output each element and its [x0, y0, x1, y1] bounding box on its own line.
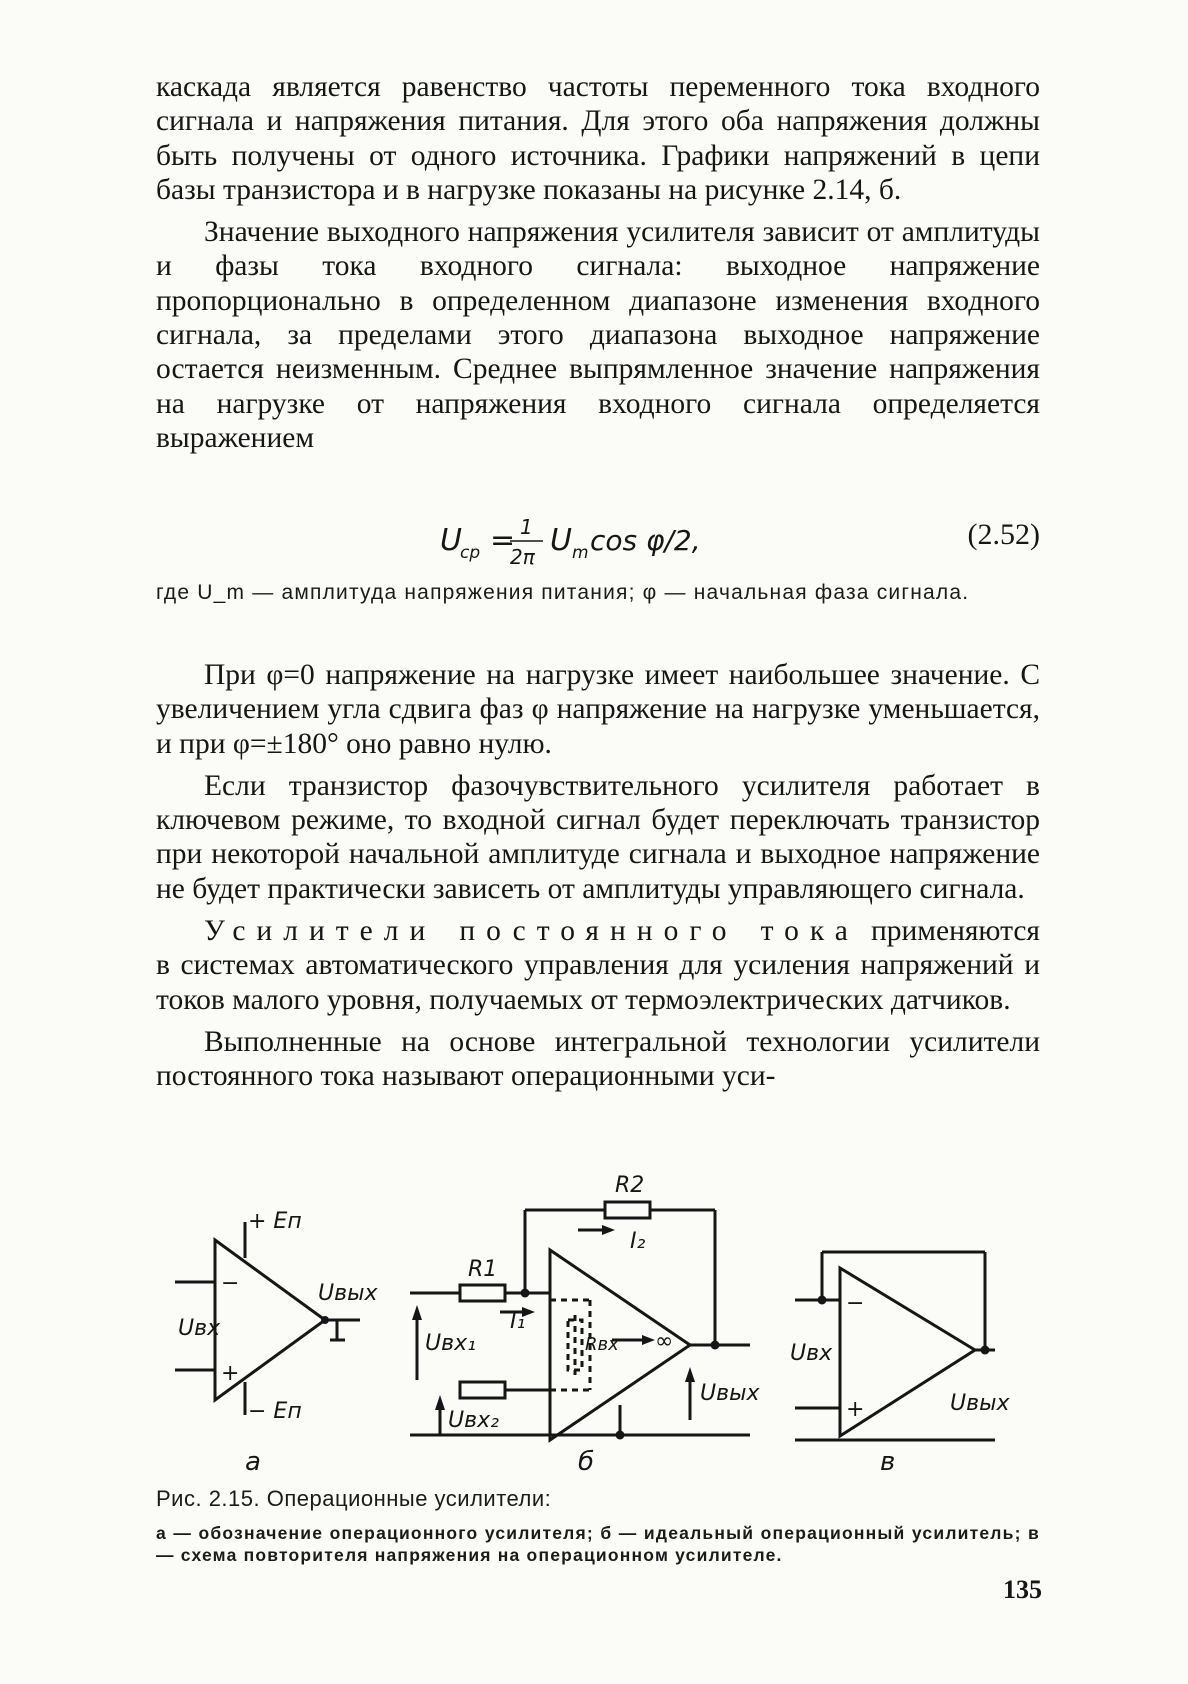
where-explanation: где U_m — амплитуда напряжения питания; φ — начальная фаза сигнала.	[156, 581, 970, 604]
label-a-uin: Uвх	[178, 1316, 221, 1341]
label-a-ep-minus: − Eп	[248, 1399, 302, 1424]
formula-denominator: 2π	[510, 545, 535, 569]
label-b-uin1: Uвх₁	[425, 1331, 476, 1356]
figure-opamps	[0, 1150, 1188, 1480]
paragraph-5	[156, 914, 1040, 1017]
formula-svg	[440, 510, 740, 580]
formula-2-52	[440, 510, 1040, 580]
label-c-minus: −	[846, 1291, 865, 1316]
paragraph-4: Если транзистор фазочувствительного усилителя работает в ключевом режиме, то входной сигнал будет переключать транзистор при некоторой начальной амплитуде сигнала и выходное напряжение не будет практически зависеть от амплитуды управляющего сигнала.	[156, 769, 1040, 905]
label-b-uout: Uвых	[700, 1381, 760, 1406]
label-b-inf: ∞	[655, 1329, 674, 1354]
formula-numerator: 1	[520, 515, 533, 539]
figure-caption-text: а — обозначение операционного усилителя; б — идеальный операционный усилитель; в — схема повторителя напряжения на операционном усилителе.	[156, 1523, 1040, 1565]
formula-rhs: U	[550, 523, 572, 558]
formula-number: (2.52)	[967, 518, 1040, 551]
main-text-block-2	[156, 658, 1040, 1094]
formula-tail: cos φ/2,	[590, 524, 701, 557]
formula-eq: =	[490, 523, 516, 558]
label-b-r1: R1	[468, 1257, 498, 1282]
label-c-uout: Uвых	[950, 1391, 1010, 1416]
paragraph-3: При φ=0 напряжение на нагрузке имеет наибольшее значение. С увеличением угла сдвига фаз φ напряжение на нагрузке уменьшается, и при φ=±180° оно равно нулю.	[156, 659, 1040, 760]
figure-caption-title: Рис. 2.15. Операционные усилители:	[156, 1486, 552, 1511]
label-b-rin: Rвх	[585, 1334, 619, 1355]
label-b-uin2: Uвх₂	[448, 1408, 499, 1433]
paragraph-2: Значение выходного напряжения усилителя зависит от амплитуды и фазы тока входного сигнала: выходное напряжение пропорционально в определенном диапазоне изменения входного сигнала, за пределами этого диапазона выходное напряжение остается неизменным. Среднее выпрямленное значение напряжения на нагрузке от напряжения входного сигнала определяется выражением	[156, 216, 1040, 454]
label-a-minus: −	[221, 1271, 240, 1296]
formula-lhs: U	[440, 523, 462, 558]
page-number: 135	[1003, 1575, 1042, 1604]
label-b-r2: R2	[615, 1173, 645, 1198]
sublabel-a: а	[245, 1447, 261, 1477]
label-c-plus: +	[846, 1397, 865, 1422]
main-text-block-1	[156, 70, 1040, 455]
label-a-plus: +	[221, 1361, 240, 1386]
label-b-i2: I₂	[630, 1229, 646, 1254]
spaced-term: Усилители постоянного тока	[204, 915, 859, 948]
sublabel-c: в	[880, 1447, 896, 1477]
paragraph-6: Выполненные на основе интегральной технологии усилители постоянного тока называют операционными уси-	[156, 1025, 1040, 1093]
paragraph-5-rest: применяются в системах автоматического управления для усиления напряжений и токов малого уровня, получаемых от термоэлектрических датчиков.	[156, 915, 1040, 1016]
formula-rhs-sub: m	[572, 543, 589, 563]
label-c-uin: Uвх	[790, 1341, 833, 1366]
sublabel-b: б	[578, 1447, 595, 1477]
formula-lhs-sub: ср	[460, 543, 481, 563]
label-a-ep-plus: + Eп	[248, 1209, 302, 1234]
label-a-uout: Uвых	[318, 1281, 378, 1306]
paragraph-1: каскада является равенство частоты переменного тока входного сигнала и напряжения питания. Для этого оба напряжения должны быть получены от одного источника. Графики напряжений в цепи базы транзистора и в нагрузке показаны на рисунке 2.14, б.	[156, 71, 1040, 206]
label-b-i1: I₁	[510, 1309, 526, 1334]
